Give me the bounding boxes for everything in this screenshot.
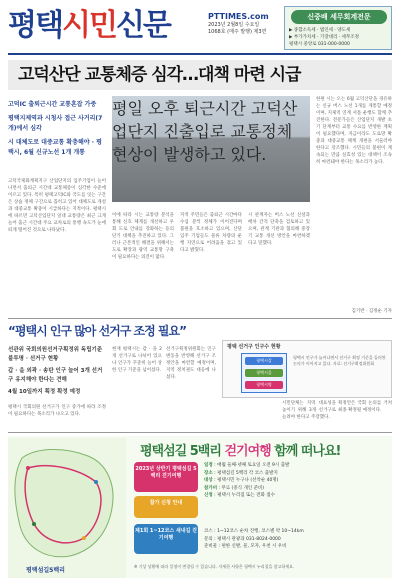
story2-subheads	[8, 346, 106, 400]
section-divider	[8, 432, 392, 433]
trail-map	[8, 438, 126, 578]
subhead: 시 대체도로 대중교통 확충해야 · 평택시, 6월 신규노선 1개 개통	[8, 139, 102, 156]
story1-column-4: 시 관계자는 버스 노선 신설과 배차 간격 단축을 검토하고 있으며, 관계 기관과 협의해 중장기 교통 개선 방안을 마련하겠다고 말했다.	[248, 213, 310, 246]
story2-column-1: 평택시 국회의원 선거구가 인구 증가에 따라 조정이 필요하다는 목소리가 나오고 있다.	[8, 405, 106, 417]
figure-caption: 평택시 인구가 늘어나면서 선거구 획정 기준을 둘러싼 논의가 이어지고 있다. 자료: 선거구획정위원회	[293, 355, 386, 366]
logo-part2: 신문	[115, 8, 170, 43]
paper-info	[208, 12, 278, 36]
ad-line: ▶ 부가가치세 · 기장대리 · 세무조정	[289, 35, 359, 40]
subhead: 평택지제역과 시청사 접근 사거리(7개)에서 심각	[8, 115, 103, 132]
event-info-row: 장소 : 평택섬길 5백리 각 코스 출발지	[204, 470, 278, 476]
story2-column-5: 획정안은 국회 논의를 거쳐 최종 확정될 예정이다.	[338, 401, 392, 413]
event-badge-spring: 2023년 상반기 평택섬길 5백리 걷기여행	[134, 462, 198, 492]
district-chip: 평택시병	[245, 381, 283, 389]
subhead: 선관위 국회의원선거구획정위 독립기준 불투명 · 선거구 현황	[8, 347, 103, 362]
masthead	[8, 6, 392, 50]
event-badge-course: 제1회 1~12코스 새내길 걷기여행	[134, 524, 198, 554]
story2-column-2: 현재 평택시는 갑 · 을 2개 선거구로 나뉘어 있으나 인구가 꾸준히 늘어 상한 인구 기준을 넘어섰다.	[112, 347, 162, 373]
map-label: 평택섬길5백리	[26, 567, 65, 574]
subhead: 갑 · 을 외곽 · 송탄 인구 늘어 3개 선거구 유지해야 한다는 견해	[8, 368, 103, 383]
district-figure	[222, 340, 392, 398]
main-headline-bar	[8, 60, 392, 90]
event-title-part3: 함께 떠나요!	[274, 444, 341, 459]
site-name[interactable]: PTTIMES.com	[208, 12, 269, 21]
walking-event-ad[interactable]	[8, 436, 392, 578]
event-info-list	[204, 462, 390, 500]
story2-column-4: 시민단체는 지역 대표성을 높이기 위해 3개 선거구로 늘려야 한다고 주장했다.	[282, 401, 336, 420]
story2-headline[interactable]: “평택시 인구 많아 선거구 조정 필요”	[8, 324, 186, 338]
subhead: 고덕IC 출퇴근시간 교통혼잡 가중	[8, 101, 97, 108]
subhead: 4월 10일까지 획정 확정 예정	[8, 389, 81, 395]
event-title-part1: 평택섬길 5백리	[140, 444, 221, 459]
top-ad-box[interactable]	[284, 6, 392, 50]
newspaper-logo[interactable]	[8, 8, 170, 44]
event-info-row: 문의 : 평택시 관광과 031-8024-0000	[204, 536, 281, 542]
ad-line: ▶ 종합소득세 · 법인세 · 양도세	[289, 28, 351, 33]
story2-column-3: 선거구획정위원회는 인구 변동을 반영해 선거구 조정안을 마련할 예정이며, 지역 정치권도 대응에 나섰다.	[166, 347, 216, 380]
ad-lines	[289, 27, 389, 48]
story1-column-1: 고덕국제화계획지구 산업단지의 입주기업이 늘어나면서 출퇴근 시간대 교통체증이 심각한 수준에 이르고 있다. 특히 평택고덕IC와 국도를 잇는 구간은 상습 정체 구간으로 꼽히고 있어 대체도로 개설과 대중교통 확충이 시급하다는 지적이다. 평택시에 따르면 고덕산업단지 일대 교통량은 최근 크게 늘어 출근 시간대 주요 교차로의 통행 속도가 눈에 띄게 떨어진 것으로 나타났다.	[8, 179, 106, 233]
story1-column-2: 이에 따라 시는 교통량 분석을 통해 신호 체계를 개선하고 우회 도로 안내를 강화하는 등의 단기 대책을 추진하고 있다. 그러나 근본적인 해결을 위해서는 도로 확장과 광역 교통망 구축이 필요하다는 의견이 많다.	[112, 213, 174, 260]
section-divider	[8, 318, 392, 319]
event-info-row: 대상 : 평택시민 누구나 (선착순 40명)	[204, 478, 279, 483]
event-info-row: 신청 : 평택시 누리집 또는 전화 접수	[204, 493, 275, 498]
event-info-row: 코스 : 1~12코스 순차 진행, 코스별 약 10~14km	[204, 529, 304, 534]
event-info-row: 일정 : 매월 둘째·넷째 토요일 오전 9시 출발	[204, 463, 290, 468]
event-info-row: 참가비 : 무료 (중식 개인 준비)	[204, 485, 265, 491]
district-chip: 평택시을	[245, 369, 283, 377]
event-title-part2: 걷기여행	[224, 444, 271, 459]
main-headline[interactable]: 고덕산단 교통체증 심각…대책 마련 시급	[18, 65, 301, 85]
photo-caption: 평일 오후 퇴근시간 고덕산업단지 진출입로 교통정체 현상이 발생하고 있다.	[112, 96, 310, 202]
ad-title: 신중배 세무회계전문	[291, 10, 387, 24]
logo-accent: 시민	[61, 8, 116, 43]
event-info-row: 준비물 : 편한 신발, 물, 모자, 우천 시 우비	[204, 544, 287, 549]
masthead-divider	[8, 53, 392, 55]
story1-column-3: 지역 주민들은 출퇴근 시간마다 수십 분씩 정체가 이어진다며 불편을 호소하고 있으며, 산단 입주 기업들도 물류 차량의 운행 지연으로 어려움을 겪고 있다고 밝혔다.	[180, 213, 242, 253]
district-chip: 평택시갑	[245, 357, 283, 365]
event-title[interactable]	[140, 440, 340, 459]
logo-part1: 평택	[8, 8, 62, 43]
issue-date: 2023년 2월8일 수요일	[208, 22, 260, 28]
story1-column-5: 한편 시는 오는 6월 고덕산단을 경유하는 신규 버스 노선 1개를 개통할 예정이며, 지제역 연계 셔틀 운행도 함께 추진한다. 전문가들은 산업단지 개발 초기 단계부터 교통 수요를 반영한 계획이 필요했다며, 지금이라도 도로망 확충과 대중교통 체계 개편을 서둘러야 한다고 강조했다. 시민들의 불편이 계속되는 만큼 실효성 있는 대책이 조속히 마련돼야 한다는 목소리가 높다.	[316, 97, 392, 165]
trail-map-image	[8, 438, 126, 578]
ad-line: 평택시 중앙로 031-000-0000	[289, 42, 350, 47]
story1-subheads	[8, 100, 106, 162]
event-info-list-2	[204, 528, 390, 551]
issue-number: 1068호 (매주 발행) 제3면	[208, 29, 267, 35]
figure-title: 평택 선거구 인구수 현황	[227, 344, 281, 350]
event-footnote: ※ 기상 상황에 따라 일정이 변경될 수 있습니다. 자세한 사항은 평택시 누리집을 참고하세요.	[134, 564, 295, 569]
event-badge-apply: 참가 신청 안내	[134, 496, 198, 518]
story1-byline: 김기반 · 김정순 기자	[351, 309, 392, 314]
